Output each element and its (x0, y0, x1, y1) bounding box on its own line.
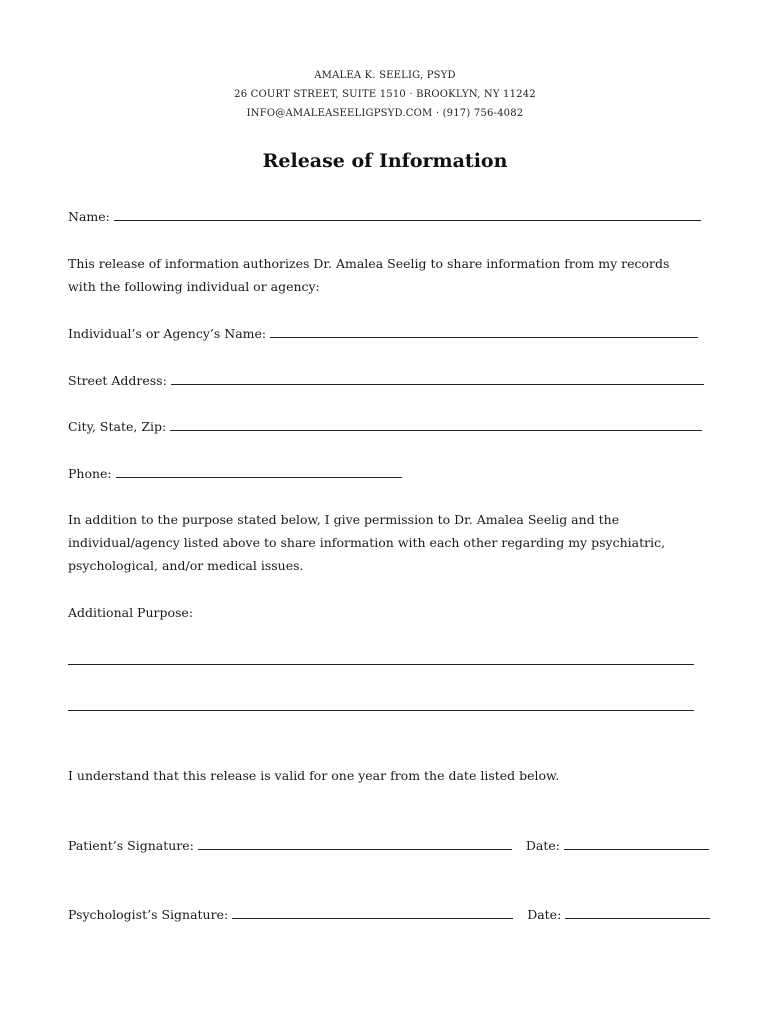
additional-purpose-line-1[interactable] (68, 664, 694, 665)
psychologist-signature-blank-line[interactable] (232, 904, 513, 919)
additional-purpose-line-2[interactable] (68, 710, 694, 711)
agency-name-field-row (68, 322, 698, 345)
patient-date-blank-line[interactable] (564, 835, 709, 850)
letterhead-contact: INFO@AMALEASEELIGPSYD.COM · (917) 756-4082 (246, 108, 524, 119)
additional-purpose-label: Additional Purpose: (68, 605, 194, 620)
permission-paragraph: In addition to the purpose stated below, I give permission to Dr. Amalea Seelig and the individual/agency listed above to share information with each other regarding my psychiatric, psychological, and/or medical issues. (68, 512, 666, 573)
patient-signature-label: Patient’s Signature: (68, 838, 194, 853)
name-field-row (68, 205, 701, 228)
agency-name-label: Individual’s or Agency’s Name: (68, 326, 267, 341)
phone-field-row (68, 462, 402, 485)
letterhead-address: 26 COURT STREET, SUITE 1510 · BROOKLYN, NY 11242 (234, 89, 536, 100)
authorization-paragraph: This release of information authorizes Dr. Amalea Seelig to share information from my records with the following individual or agency: (68, 256, 670, 294)
psychologist-date-label: Date: (527, 907, 562, 922)
street-address-blank-line[interactable] (171, 370, 704, 385)
validity-statement: I understand that this release is valid for one year from the date listed below. (68, 768, 560, 783)
phone-label: Phone: (68, 466, 112, 481)
city-state-zip-blank-line[interactable] (170, 416, 702, 431)
page-title: Release of Information (262, 150, 508, 172)
psychologist-signature-row (68, 903, 710, 926)
city-state-zip-field-row (68, 415, 702, 438)
name-label: Name: (68, 209, 110, 224)
street-address-label: Street Address: (68, 373, 167, 388)
patient-signature-blank-line[interactable] (198, 835, 512, 850)
psychologist-date-blank-line[interactable] (565, 904, 710, 919)
patient-date-label: Date: (525, 838, 560, 853)
psychologist-signature-label: Psychologist’s Signature: (68, 907, 229, 922)
name-blank-line[interactable] (114, 206, 701, 221)
agency-name-blank-line[interactable] (270, 323, 698, 338)
phone-blank-line[interactable] (116, 463, 402, 478)
city-state-zip-label: City, State, Zip: (68, 419, 167, 434)
street-address-field-row (68, 369, 704, 392)
patient-signature-row (68, 834, 709, 857)
letterhead-name: AMALEA K. SEELIG, PSYD (314, 70, 456, 81)
